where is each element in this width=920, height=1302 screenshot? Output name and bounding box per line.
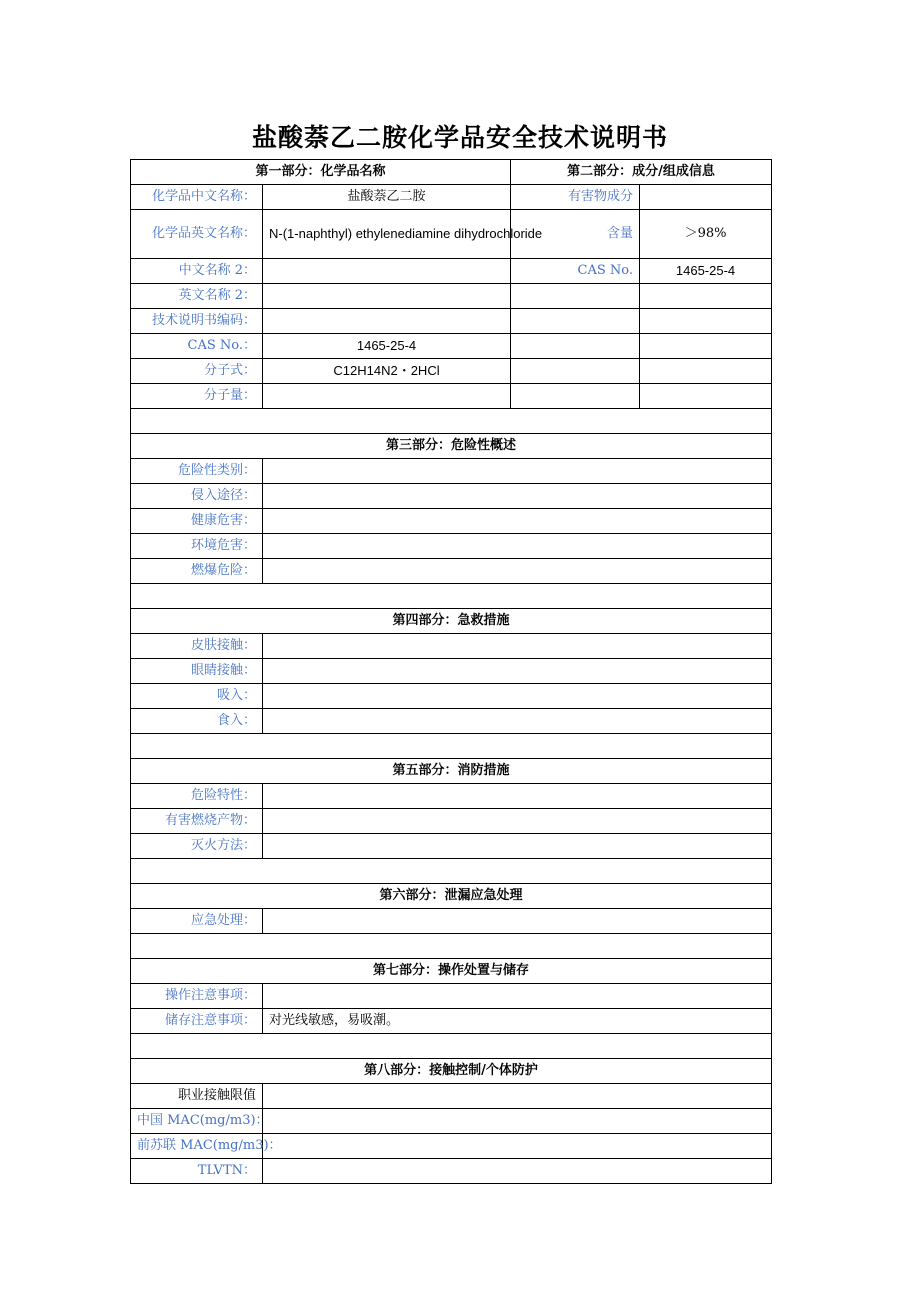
field-value: 1465-25-4 [263, 334, 511, 359]
field-label: 吸入： [131, 684, 263, 709]
field-label: CAS No. [511, 259, 640, 284]
field-value: 盐酸萘乙二胺 [263, 185, 511, 210]
table-row [131, 1009, 772, 1034]
table-row [131, 459, 772, 484]
field-value [263, 659, 772, 684]
field-label: TLVTN： [131, 1159, 263, 1184]
field-label: 皮肤接触： [131, 634, 263, 659]
table-row [131, 1159, 772, 1184]
field-label: 含量 [511, 210, 640, 259]
section-header-row [131, 959, 772, 984]
table-row [131, 359, 772, 384]
field-value: ＞98% [640, 210, 772, 259]
field-value [263, 1109, 772, 1134]
field-label: 眼睛接触： [131, 659, 263, 684]
spacer-row [131, 1034, 772, 1059]
field-label: 危险性类别： [131, 459, 263, 484]
field-label: 食入： [131, 709, 263, 734]
table-row [131, 559, 772, 584]
field-label: 危险特性： [131, 784, 263, 809]
field-label: 前苏联 MAC(mg/m3)： [131, 1134, 263, 1159]
spacer-row [131, 734, 772, 759]
section-header-row [131, 160, 772, 185]
table-row [131, 809, 772, 834]
spacer-row [131, 409, 772, 434]
table-row [131, 1109, 772, 1134]
field-label: 燃爆危险： [131, 559, 263, 584]
section-header-row [131, 434, 772, 459]
table-row [131, 709, 772, 734]
table-row [131, 210, 772, 259]
section-header-row [131, 1059, 772, 1084]
section-header-row [131, 609, 772, 634]
field-value [263, 484, 772, 509]
field-value: 1465-25-4 [640, 259, 772, 284]
msds-table [130, 159, 772, 1184]
field-value [263, 1084, 772, 1109]
field-value [263, 684, 772, 709]
table-row [131, 909, 772, 934]
field-label: 侵入途径： [131, 484, 263, 509]
field-label: CAS No.： [131, 334, 263, 359]
field-value [263, 909, 772, 934]
field-label: 职业接触限值 [131, 1084, 263, 1109]
section-header-row [131, 759, 772, 784]
field-value [263, 309, 511, 334]
field-value [263, 559, 772, 584]
field-value [263, 534, 772, 559]
field-value [263, 784, 772, 809]
section-header-part8: 第八部分：接触控制/个体防护 [131, 1059, 772, 1084]
table-row [131, 659, 772, 684]
field-value [263, 459, 772, 484]
field-value [263, 1134, 772, 1159]
field-value: N-(1-naphthyl) ethylenediamine dihydrochloride [263, 210, 511, 259]
field-value [263, 384, 511, 409]
table-row [131, 634, 772, 659]
table-row [131, 1084, 772, 1109]
spacer-row [131, 584, 772, 609]
field-label: 有害燃烧产物： [131, 809, 263, 834]
section-header-part2: 第二部分：成分/组成信息 [511, 160, 772, 185]
field-value [263, 259, 511, 284]
field-value [263, 984, 772, 1009]
field-label: 化学品中文名称： [131, 185, 263, 210]
field-value: 对光线敏感，易吸潮。 [263, 1009, 772, 1034]
field-label: 化学品英文名称： [131, 210, 263, 259]
section-header-part5: 第五部分：消防措施 [131, 759, 772, 784]
field-label: 应急处理： [131, 909, 263, 934]
field-label: 健康危害： [131, 509, 263, 534]
field-value [263, 1159, 772, 1184]
section-header-part6: 第六部分：泄漏应急处理 [131, 884, 772, 909]
section-header-part7: 第七部分：操作处置与储存 [131, 959, 772, 984]
field-label: 中文名称 2： [131, 259, 263, 284]
field-label: 中国 MAC(mg/m3)： [131, 1109, 263, 1134]
field-label: 分子式： [131, 359, 263, 384]
field-value [263, 834, 772, 859]
table-row [131, 185, 772, 210]
field-label: 环境危害： [131, 534, 263, 559]
section-header-part4: 第四部分：急救措施 [131, 609, 772, 634]
field-value [640, 185, 772, 210]
section-header-part3: 第三部分：危险性概述 [131, 434, 772, 459]
field-value [263, 709, 772, 734]
spacer-row [131, 934, 772, 959]
table-row [131, 534, 772, 559]
field-value [263, 634, 772, 659]
table-row [131, 684, 772, 709]
table-row [131, 834, 772, 859]
table-row [131, 284, 772, 309]
table-row [131, 309, 772, 334]
table-row [131, 509, 772, 534]
field-value [263, 509, 772, 534]
section-header-part1: 第一部分：化学品名称 [131, 160, 511, 185]
section-header-row [131, 884, 772, 909]
table-row [131, 484, 772, 509]
field-value [263, 809, 772, 834]
field-value: C12H14N2・2HCl [263, 359, 511, 384]
field-label: 操作注意事项： [131, 984, 263, 1009]
field-label: 技术说明书编码： [131, 309, 263, 334]
field-label: 分子量： [131, 384, 263, 409]
table-row [131, 1134, 772, 1159]
table-row [131, 984, 772, 1009]
field-label: 英文名称 2： [131, 284, 263, 309]
table-row [131, 334, 772, 359]
spacer-row [131, 859, 772, 884]
field-label: 灭火方法： [131, 834, 263, 859]
field-label: 有害物成分 [511, 185, 640, 210]
field-label: 储存注意事项： [131, 1009, 263, 1034]
table-row [131, 784, 772, 809]
table-row [131, 259, 772, 284]
field-value [263, 284, 511, 309]
table-row [131, 384, 772, 409]
document-title: 盐酸萘乙二胺化学品安全技术说明书 [251, 123, 668, 152]
